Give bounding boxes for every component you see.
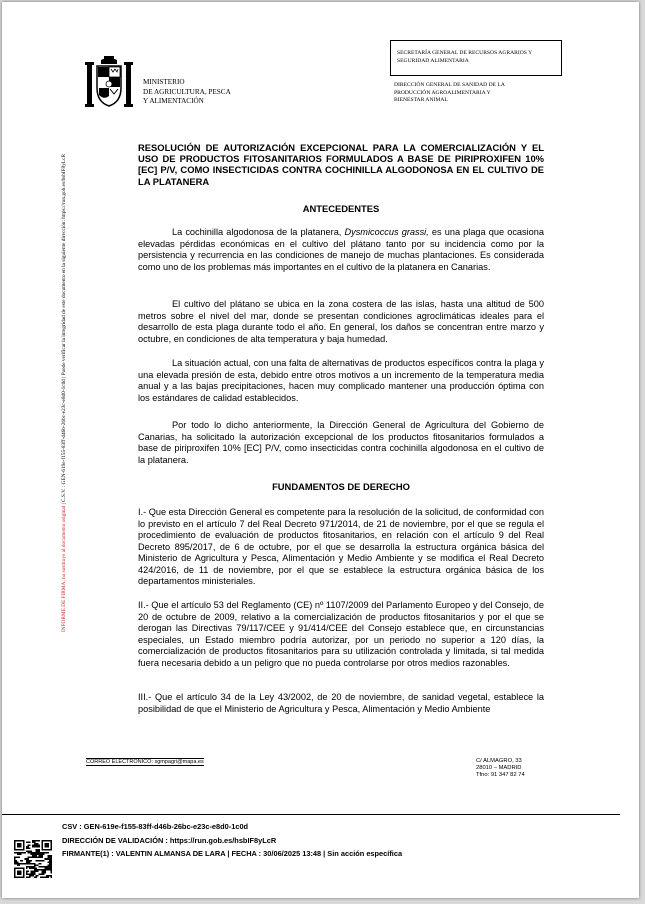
qr-code <box>14 840 52 878</box>
verification-sidebar <box>57 72 69 632</box>
antecedentes-paragraph-3: La situación actual, con una falta de alternativas de productos específicos contra la plaga y una elevada presión de esta, debido entre otros motivos a un incremento de la temperatura media anual y a las bajas precipitaciones, hacen muy complicado mantener una producción óptima con los estándares de calidad establecidos. <box>138 358 544 403</box>
antecedentes-paragraph-2: El cultivo del plátano se ubica en la zona costera de las islas, hasta una altitud de 500 metros sobre el nivel del mar, donde se presentan condiciones agroclimáticas ideales para el desarrollo de esta plaga durante todo el año. En general, los daños se concentran entre marzo y octubre, en condiciones de alta temperatura y baja humedad. <box>138 299 544 344</box>
ministry-name: MINISTERIO DE AGRICULTURA, PESCA Y ALIMENTACIÓN <box>143 78 231 105</box>
csv-code: CSV : GEN-619e-f155-83ff-d46b-26bc-e23c-e8d0-1c0d <box>62 822 249 831</box>
fundamento-3: III.- Que el artículo 34 de la Ley 43/2002, de 20 de noviembre, de sanidad vegetal, establece la posibilidad de que el Ministerio de Agricultura y Pesca, Alimentación y Medio Ambiente <box>138 692 544 714</box>
secretaria-box: SECRETARÍA GENERAL DE RECURSOS AGRARIOS Y SEGURIDAD ALIMENTARIA <box>390 40 562 76</box>
resolution-title: RESOLUCIÓN DE AUTORIZACIÓN EXCEPCIONAL PARA LA COMERCIALIZACIÓN Y EL USO DE PRODUCTOS FITOSANITARIOS FORMULADOS A BASE DE PIRIPROXIFEN 10% [EC] P/V, COMO INSECTICIDAS CONTRA COCHINILLA ALGODONOSA EN EL CULTIVO DE LA PLATANERA <box>138 142 544 187</box>
fundamentos-heading: FUNDAMENTOS DE DERECHO <box>272 481 410 492</box>
footer-address: C/ ALMAGRO, 33 28010 – MADRID Tfno: 91 347 82 74 <box>476 758 525 779</box>
antecedentes-paragraph-1: La cochinilla algodonosa de la platanera, Dysmicoccus grassi, es una plaga que ocasiona elevadas pérdidas económicas en el cultivo del plátano tanto por su incidencia como por la persistencia y recurrencia en las condiciones de manejo de muchas plantaciones. Es considerada como uno de los problemas más importantes en el cultivo de la platanera en Canarias. <box>138 227 544 272</box>
direccion-general: DIRECCIÓN GENERAL DE SANIDAD DE LA PRODUCCIÓN AGROALIMENTARIA Y BIENESTAR ANIMAL <box>394 82 505 103</box>
svg-text:INFORME DE FIRMA, no sustituye <box>60 154 67 632</box>
antecedentes-paragraph-4: Por todo lo dicho anteriormente, la Dirección General de Agricultura del Gobierno de Canarias, ha solicitado la autorización excepcional de los productos fitosanitarios formulados a base de piriproxifen 10% [EC] P/V, como insecticidas contra cochinilla algodonosa en el cultivo de la platanera. <box>138 420 544 465</box>
footer-email: CORREO ELECTRÓNICO: sgmpagri@mapa.es <box>86 759 204 765</box>
signer-info: FIRMANTE(1) : VALENTIN ALMANSA DE LARA | FECHA : 30/06/2025 13:48 | Sin acción específica <box>62 849 403 858</box>
coat-of-arms-logo <box>84 52 134 114</box>
validation-url[interactable]: DIRECCIÓN DE VALIDACIÓN : https://run.gob.es/hsbIF8yLcR <box>62 835 277 845</box>
sidebar-csv-text: | C.S.V. : GEN-619e-f155-83ff-d46b-26bc-e23c-e8d0-1c0d | Puede verificar la integridad de este documento en la siguiente dirección: https://run.gob.es/hsbIF8yLcR <box>61 154 67 505</box>
document-page <box>2 2 639 898</box>
sidebar-highlight-text: INFORME DE FIRMA, no sustituye al documento original <box>61 505 67 632</box>
signature-block <box>62 820 402 861</box>
antecedentes-heading: ANTECEDENTES <box>302 203 380 214</box>
fundamento-1: I.- Que esta Dirección General es competente para la resolución de la solicitud, de conformidad con lo previsto en el artículo 7 del Real Decreto 971/2014, de 21 de noviembre, por el que se regula el procedimiento de evaluación de productos fitosanitarios, en relación con el artículo 9 del Real Decreto 895/2017, de 6 de octubre, por el que se desarrolla la estructura orgánica básica del Ministerio de Agricultura y Pesca, Alimentación y Medio Ambiente y se modifica el Real Decreto 424/2016, de 11 de noviembre, por el que se establece la estructura orgánica básica de los departamentos ministeriales. <box>138 507 544 586</box>
signature-divider <box>2 814 620 815</box>
species-name: Dysmicoccus grassi, <box>344 227 429 237</box>
fundamento-2: II.- Que el artículo 53 del Reglamento (CE) nº 1107/2009 del Parlamento Europeo y del Consejo, de 20 de octubre de 2009, relativo a la comercialización de productos fitosanitarios y por el que se derogan las Directivas 79/117/CEE y 91/414/CEE del Consejo establece que, en circunstancias especiales, un Estado miembro podría autorizar, por un periodo no superior a 120 días, la comercialización de productos fitosanitarios para su utilización controlada y limitada, si tal medida fuera necesaria debido a un peligro que no pueda controlarse por otros medios razonables. <box>138 600 544 668</box>
